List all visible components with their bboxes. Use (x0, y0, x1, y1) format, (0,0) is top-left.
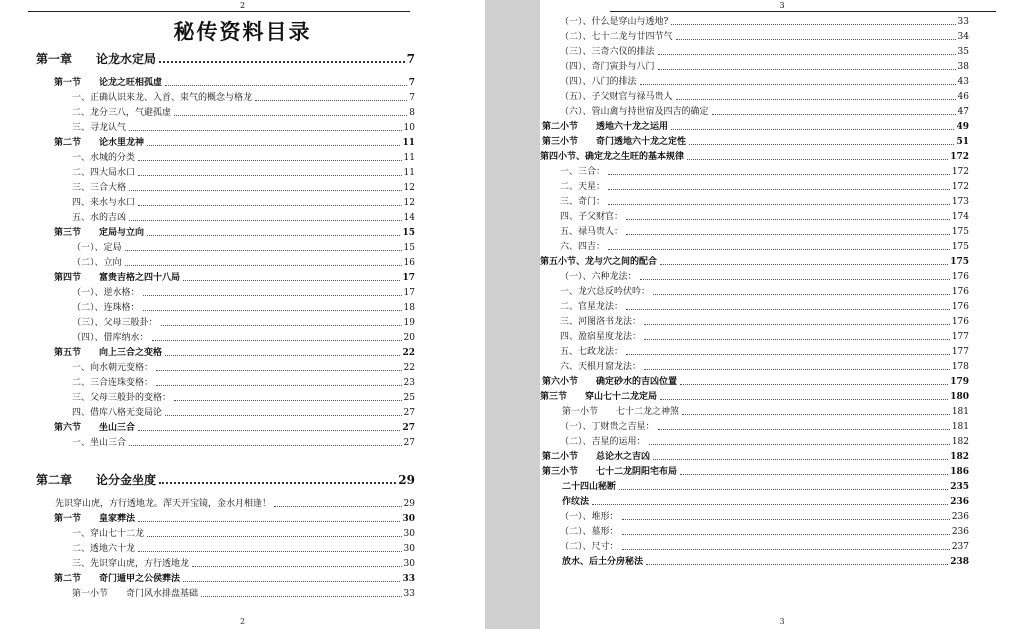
toc-entry (560, 422, 969, 433)
toc-entry (560, 542, 969, 553)
toc-entry-page: 17 (402, 273, 415, 283)
toc-entry-title: 二、龙分三八，气避孤虚 (72, 108, 172, 118)
toc-entry (562, 557, 969, 568)
toc-entry-title: 第三节 穿山七十二龙定局 (540, 392, 658, 402)
dot-leader (143, 295, 402, 296)
toc-entry (540, 152, 969, 163)
toc-entry (560, 512, 969, 523)
toc-entry-page: 181 (951, 407, 969, 417)
dot-leader (608, 189, 950, 190)
toc-entry (560, 47, 969, 58)
toc-entry-page: 27 (403, 408, 415, 418)
dot-leader (658, 429, 950, 430)
toc-entry-title: （一）、堆形： (560, 512, 619, 522)
toc-entry-title: 一、向水朝元变格： (72, 363, 154, 373)
toc-entry (72, 288, 415, 299)
toc-entry-page: 22 (403, 363, 415, 373)
toc-entry (54, 574, 415, 585)
dot-leader (165, 415, 402, 416)
toc-entry-page: 10 (403, 123, 415, 133)
toc-entry-title: 第三小节 奇门透地六十龙之定性 (542, 137, 687, 147)
toc-entry (560, 527, 969, 538)
dot-leader (201, 596, 402, 597)
toc-entry-page: 35 (957, 47, 969, 57)
toc-entry (560, 92, 969, 103)
toc-entry (72, 363, 415, 374)
toc-entry-title: 三、三合大格 (72, 183, 127, 193)
toc-entry (72, 303, 415, 314)
toc-entry-page: 46 (957, 92, 969, 102)
dot-leader (640, 84, 956, 85)
toc-entry (72, 243, 415, 254)
toc-entry-page: 236 (951, 512, 969, 522)
toc-entry-page: 16 (403, 258, 415, 268)
toc-entry-page: 176 (951, 317, 969, 327)
toc-entry-title: （二）、吉星的运用： (560, 437, 646, 447)
toc-entry-title: （四）、借库纳水： (72, 333, 149, 343)
toc-entry-page: 22 (402, 348, 415, 358)
dot-leader (682, 414, 950, 415)
toc-entry (560, 362, 969, 373)
toc-entry (54, 273, 415, 284)
toc-entry-title: 第二节 论水里龙神 (54, 138, 145, 148)
dot-leader (255, 100, 407, 101)
dot-leader (129, 445, 402, 446)
toc-entry-title: （一）、六种龙法： (560, 272, 637, 282)
toc-entry-title: 三、先识穿山虎，方行透地龙 (72, 559, 190, 569)
toc-entry-page: 47 (957, 107, 969, 117)
dot-leader (622, 549, 950, 550)
toc-entry-title: 六、四吉： (560, 242, 606, 252)
toc-entry-title: 第一节 皇家葬法 (54, 514, 136, 524)
toc-entry-page: 182 (950, 452, 969, 462)
dot-leader (608, 174, 950, 175)
dot-leader (644, 339, 950, 340)
dot-leader (658, 69, 956, 70)
toc-entry (542, 452, 969, 463)
toc-entry (562, 407, 969, 418)
dot-leader (174, 115, 407, 116)
toc-entry-page: 14 (403, 213, 415, 223)
dot-leader (671, 24, 955, 25)
right-page (540, 0, 1024, 629)
dot-leader (622, 534, 950, 535)
dot-leader (660, 399, 948, 400)
dot-leader (183, 581, 400, 582)
toc-entry-title: 第二小节 透地六十龙之运用 (542, 122, 669, 132)
dot-leader (138, 551, 402, 552)
toc-entry-page: 33 (403, 589, 415, 599)
toc-entry (72, 378, 415, 389)
toc-entry-page: 182 (951, 437, 969, 447)
toc-entry-title: 放水、后土分房秘法 (562, 557, 644, 567)
toc-entry (560, 182, 969, 193)
dot-leader (138, 430, 400, 431)
dot-leader (143, 310, 402, 311)
toc-entry-title: （四）、八门的排法 (560, 77, 637, 87)
dot-leader (622, 519, 950, 520)
dot-leader (125, 265, 402, 266)
dot-leader (152, 340, 402, 341)
toc-entry-title: 一、水城的分类 (72, 153, 136, 163)
toc-entry-page: 23 (403, 378, 415, 388)
dot-leader (660, 264, 948, 265)
toc-entry-title: 三、父母三般卦的变格： (72, 393, 172, 403)
toc-entry-title: 第一节 论龙之旺相孤虚 (54, 78, 163, 88)
toc-entry-page: 34 (957, 32, 969, 42)
toc-entry-page: 15 (402, 228, 415, 238)
toc-entry-title: 一、龙穴总反吟伏吟： (560, 287, 651, 297)
toc-entry (72, 438, 415, 449)
toc-entry-page: 174 (951, 212, 969, 222)
toc-entry (55, 499, 415, 510)
toc-entry (560, 287, 969, 298)
toc-entry-title: 三、寻龙认气 (72, 123, 127, 133)
toc-entry-title: （三）、三奇六仪的排法 (560, 47, 655, 57)
toc-entry-title: 二、天星： (560, 182, 606, 192)
toc-entry-page: 175 (951, 242, 969, 252)
toc-entry-page: 30 (403, 559, 415, 569)
toc-entry-page: 29 (403, 499, 415, 509)
toc-entry-title: 二、四大局水口 (72, 168, 136, 178)
toc-entry (562, 482, 969, 493)
toc-entry-page: 173 (951, 197, 969, 207)
footer-page-number: 2 (239, 617, 246, 626)
toc-entry-page: 186 (950, 467, 969, 477)
toc-entry-title: （一）、逆水格： (72, 288, 140, 298)
dot-leader (649, 444, 950, 445)
toc-entry-title: 六、天根月窟龙法： (560, 362, 642, 372)
toc-entry (560, 167, 969, 178)
toc-entry-page: 15 (403, 243, 415, 253)
toc-entry (54, 138, 415, 149)
toc-entry (72, 529, 415, 540)
toc-entry-page: 12 (403, 198, 415, 208)
toc-entry-title: 先识穿山虎，方行透地龙。浑天开宝镜，金水月相逢！ (55, 499, 272, 509)
toc-entry-title: 三、奇门： (560, 197, 606, 207)
left-page (0, 0, 485, 629)
toc-entry-page: 11 (403, 153, 415, 163)
toc-entry-title: 五、禄马贵人： (560, 227, 624, 237)
toc-entry-page: 172 (951, 167, 969, 177)
toc-entry-title: 第六节 坐山三合 (54, 423, 136, 433)
toc-entry (36, 52, 415, 66)
toc-entry-title: 二、透地六十龙 (72, 544, 136, 554)
dot-leader (680, 474, 948, 475)
toc-entry-title: 第四节 富贵吉格之四十八局 (54, 273, 181, 283)
toc-entry (72, 123, 415, 134)
toc-entry (54, 228, 415, 239)
dot-leader (608, 249, 950, 250)
dot-leader (129, 190, 402, 191)
toc-entry (72, 559, 415, 570)
toc-entry (560, 17, 969, 28)
toc-entry-page: 49 (956, 122, 969, 132)
toc-entry-title: （二）、七十二龙与廿四节气 (560, 32, 673, 42)
dot-leader (138, 160, 402, 161)
dot-leader (626, 219, 950, 220)
toc-entry (560, 242, 969, 253)
toc-entry-title: 第二小节 总论水之吉凶 (542, 452, 651, 462)
toc-entry-page: 175 (950, 257, 969, 267)
toc-entry-page: 8 (409, 108, 415, 118)
toc-entry-page: 172 (951, 182, 969, 192)
toc-entry-title: 第二章 论分金坐度 (36, 473, 157, 487)
dot-leader (138, 521, 400, 522)
toc-entry-title: 二十四山秘断 (562, 482, 617, 492)
toc-entry (560, 227, 969, 238)
toc-entry (540, 257, 969, 268)
toc-entry-page: 17 (403, 288, 415, 298)
toc-entry-title: 四、子父财官： (560, 212, 624, 222)
footer-page-number: 3 (779, 617, 785, 626)
toc-entry-page: 237 (951, 542, 969, 552)
toc-entry-page: 7 (408, 78, 415, 88)
toc-entry (72, 93, 415, 104)
toc-entry-title: 第六小节 确定砂水的吉凶位置 (542, 377, 678, 387)
dot-leader (138, 175, 402, 176)
document-title: 秘传资料目录 (173, 19, 312, 44)
toc-entry-title: 第五节 向上三合之变格 (54, 348, 163, 358)
toc-entry (72, 153, 415, 164)
toc-entry (540, 392, 969, 403)
toc-entry (562, 497, 969, 508)
dot-leader (653, 459, 948, 460)
toc-entry-page: 235 (950, 482, 969, 492)
toc-entry (560, 437, 969, 448)
dot-leader (676, 99, 956, 100)
toc-entry-title: 第五小节、龙与穴之间的配合 (540, 257, 658, 267)
toc-entry-page: 177 (951, 332, 969, 342)
dot-leader (626, 309, 950, 310)
header-rule (610, 11, 996, 12)
toc-entry-title: 五、七政龙法： (560, 347, 624, 357)
dot-leader (183, 280, 400, 281)
dot-leader (687, 159, 948, 160)
toc-entry-title: 第一小节 奇门风水排盘基础 (72, 589, 199, 599)
dot-leader (129, 220, 402, 221)
toc-entry (560, 332, 969, 343)
dot-leader (159, 482, 396, 484)
toc-entry-page: 30 (403, 544, 415, 554)
toc-entry (560, 272, 969, 283)
toc-entry-title: 四、来水与水口 (72, 198, 136, 208)
toc-entry-page: 33 (957, 17, 969, 27)
toc-entry-title: （六）、管山禽与持世宿及四吉的确定 (560, 107, 709, 117)
toc-entry-page: 51 (956, 137, 969, 147)
toc-entry-title: 第四小节、确定龙之生旺的基本规律 (540, 152, 685, 162)
toc-entry-title: 一、穿山七十二龙 (72, 529, 145, 539)
toc-entry-title: （二）、尺寸： (560, 542, 619, 552)
dot-leader (156, 385, 402, 386)
dot-leader (161, 325, 402, 326)
toc-entry-title: 一、正确认识来龙、入首、束气的概念与格龙 (72, 93, 253, 103)
toc-entry-title: 二、三合连珠变格： (72, 378, 154, 388)
toc-entry-title: 一、坐山三合 (72, 438, 127, 448)
toc-entry (72, 333, 415, 344)
toc-entry-title: （四）、奇门寅卦与八门 (560, 62, 655, 72)
dot-leader (129, 130, 402, 131)
toc-entry-title: 三、河图洛书龙法： (560, 317, 642, 327)
toc-entry-page: 25 (403, 393, 415, 403)
toc-entry-page: 12 (403, 183, 415, 193)
toc-entry (72, 408, 415, 419)
toc-entry-title: （三）、父母三般卦： (72, 318, 158, 328)
toc-entry-page: 29 (398, 473, 415, 487)
toc-entry-title: 四、借库八格无变局论 (72, 408, 163, 418)
dot-leader (156, 370, 402, 371)
toc-entry-page: 18 (403, 303, 415, 313)
toc-entry (542, 377, 969, 388)
toc-entry-title: 第一章 论龙水定局 (36, 52, 157, 66)
toc-entry-title: （二）、墓形： (560, 527, 619, 537)
toc-entry-page: 176 (951, 272, 969, 282)
dot-leader (147, 536, 402, 537)
toc-entry-page: 27 (403, 438, 415, 448)
toc-entry-title: （五）、子父财官与禄马贵人 (560, 92, 673, 102)
dot-leader (646, 564, 948, 565)
toc-entry (72, 213, 415, 224)
dot-leader (653, 294, 950, 295)
dot-leader (644, 324, 950, 325)
toc-entry (560, 77, 969, 88)
dot-leader (626, 234, 950, 235)
toc-entry-page: 11 (403, 168, 415, 178)
toc-entry-title: 第三节 定局与立向 (54, 228, 145, 238)
dot-leader (165, 355, 400, 356)
toc-entry-title: 第三小节 七十二龙阴阳宅布局 (542, 467, 678, 477)
toc-entry (72, 108, 415, 119)
toc-entry-page: 236 (950, 497, 969, 507)
dot-leader (644, 369, 950, 370)
toc-entry (560, 302, 969, 313)
toc-entry (560, 197, 969, 208)
toc-entry-page: 30 (403, 529, 415, 539)
dot-leader (192, 566, 402, 567)
toc-entry-page: 7 (409, 93, 415, 103)
toc-entry (72, 198, 415, 209)
dot-leader (138, 205, 402, 206)
toc-entry (54, 348, 415, 359)
header-page-number: 3 (779, 1, 785, 10)
toc-entry-page: 181 (951, 422, 969, 432)
toc-entry-page: 178 (951, 362, 969, 372)
toc-entry-title: 一、三合： (560, 167, 606, 177)
toc-entry-title: （一）、丁财贵之吉星： (560, 422, 655, 432)
toc-entry-page: 11 (402, 138, 415, 148)
toc-entry (560, 347, 969, 358)
toc-entry-page: 30 (402, 514, 415, 524)
dot-leader (159, 61, 405, 63)
toc-entry-page: 175 (951, 227, 969, 237)
toc-entry-page: 20 (403, 333, 415, 343)
toc-entry (72, 258, 415, 269)
dot-leader (147, 145, 400, 146)
toc-entry (560, 32, 969, 43)
dot-leader (658, 54, 956, 55)
toc-entry-page: 7 (406, 52, 415, 66)
toc-entry-title: （一）、什么是穿山与透地? (560, 17, 669, 27)
toc-entry-page: 19 (403, 318, 415, 328)
toc-entry-title: 二、官星龙法： (560, 302, 624, 312)
toc-entry-title: （二）、立向 (72, 258, 122, 268)
dot-leader (640, 279, 950, 280)
dot-leader (174, 400, 402, 401)
toc-entry-page: 176 (951, 302, 969, 312)
toc-entry (560, 212, 969, 223)
toc-entry-title: 四、盈宿星度龙法： (560, 332, 642, 342)
toc-entry (72, 544, 415, 555)
toc-entry-page: 27 (402, 423, 415, 433)
toc-entry-title: （一）、定局 (72, 243, 122, 253)
toc-entry (72, 183, 415, 194)
toc-entry (72, 589, 415, 600)
dot-leader (680, 384, 948, 385)
dot-leader (165, 85, 407, 86)
dot-leader (608, 204, 950, 205)
toc-entry-page: 43 (957, 77, 969, 87)
toc-entry (542, 122, 969, 133)
dot-leader (125, 250, 402, 251)
toc-entry (542, 467, 969, 478)
toc-entry (36, 473, 415, 487)
toc-entry-title: 第一小节 七十二龙之神煞 (562, 407, 680, 417)
toc-entry-page: 38 (957, 62, 969, 72)
toc-entry-page: 236 (951, 527, 969, 537)
toc-entry-title: 作纹法 (562, 497, 590, 507)
toc-entry (560, 107, 969, 118)
toc-entry-title: 五、水的吉凶 (72, 213, 127, 223)
toc-entry-title: （二）、连珠格： (72, 303, 140, 313)
dot-leader (689, 144, 954, 145)
dot-leader (592, 504, 948, 505)
dot-leader (671, 129, 954, 130)
toc-entry (54, 78, 415, 89)
dot-leader (619, 489, 948, 490)
dot-leader (274, 506, 402, 507)
toc-entry (54, 423, 415, 434)
dot-leader (147, 235, 400, 236)
toc-entry-page: 179 (950, 377, 969, 387)
toc-entry (560, 317, 969, 328)
toc-entry-page: 176 (951, 287, 969, 297)
toc-entry (72, 168, 415, 179)
toc-entry-page: 172 (950, 152, 969, 162)
dot-leader (712, 114, 956, 115)
toc-entry-page: 238 (950, 557, 969, 567)
toc-entry-title: 第二节 奇门遁甲之公侯葬法 (54, 574, 181, 584)
dot-leader (626, 354, 950, 355)
toc-entry (560, 62, 969, 73)
toc-entry-page: 33 (402, 574, 415, 584)
toc-entry-page: 180 (950, 392, 969, 402)
toc-entry (54, 514, 415, 525)
toc-entry (72, 318, 415, 329)
toc-entry (72, 393, 415, 404)
header-rule (28, 11, 410, 12)
toc-entry-page: 177 (951, 347, 969, 357)
toc-entry (542, 137, 969, 148)
dot-leader (676, 39, 956, 40)
header-page-number: 2 (239, 1, 246, 10)
